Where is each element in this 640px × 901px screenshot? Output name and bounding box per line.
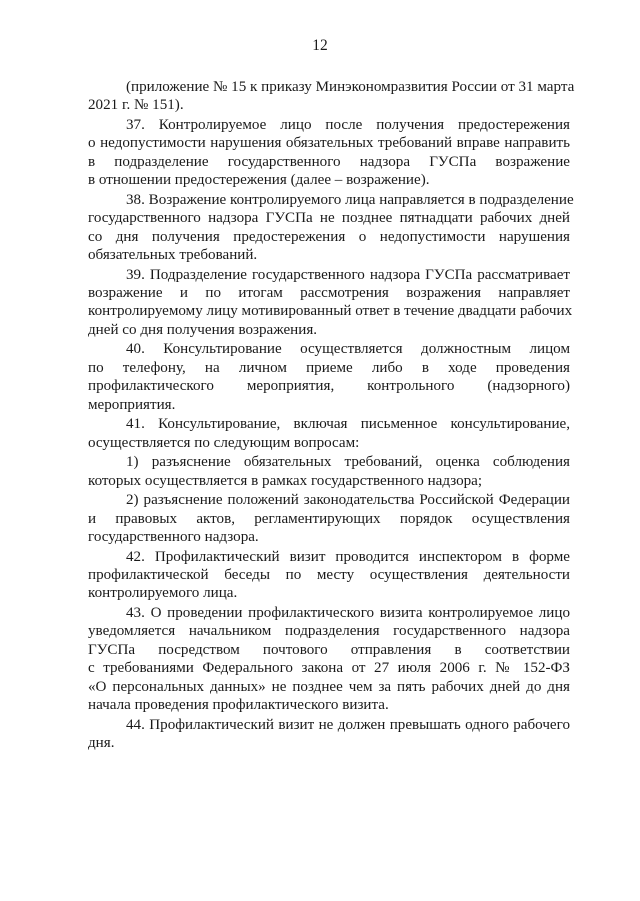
paragraph: [88, 548, 570, 603]
paragraph: [88, 191, 574, 265]
text-line: о недопустимости нарушения обязательных требований вправе направить: [88, 135, 570, 152]
text-line: в подразделение государственного надзора ГУСПа возражение: [88, 153, 570, 170]
text-line: 40. Консультирование осуществляется должностным лицом: [126, 341, 570, 358]
text-line: 44. Профилактический визит не должен превышать одного рабочего: [126, 716, 570, 733]
text-line: и правовых актов, регламентирующих порядок осуществления: [88, 510, 570, 527]
text-line: с требованиями Федерального закона от 27 июля 2006 г. № 152-ФЗ: [88, 660, 570, 677]
text-line: 42. Профилактический визит проводится инспектором в форме: [126, 548, 570, 565]
text-line: 43. О проведении профилактического визита контролируемое лицо: [126, 605, 570, 622]
text-line: профилактического мероприятия, контрольного (надзорного): [88, 378, 570, 395]
text-line: начала проведения профилактического визита.: [88, 697, 389, 714]
text-line: 2021 г. № 151).: [88, 97, 184, 114]
text-line: 41. Консультирование, включая письменное консультирование,: [126, 416, 570, 433]
text-line: ГУСПа посредством почтового отправления в соответствии: [88, 641, 570, 658]
text-line: обязательных требований.: [88, 247, 258, 264]
paragraph: [88, 716, 570, 753]
text-line: дней со дня получения возражения.: [88, 321, 318, 338]
text-line: мероприятия.: [88, 396, 176, 413]
text-line: контролируемого лица.: [88, 585, 238, 602]
text-line: государственного надзора.: [88, 529, 259, 546]
paragraph: [88, 415, 570, 452]
text-line: уведомляется начальником подразделения государственного надзора: [88, 623, 570, 640]
text-line: 37. Контролируемое лицо после получения предостережения: [126, 117, 570, 133]
text-line: «О персональных данных» не позднее чем за пять рабочих дней до дня: [88, 678, 570, 695]
text-line: 2) разъяснение положений законодательства Российской Федерации: [126, 492, 570, 509]
text-line: профилактической беседы по месту осуществления деятельности: [88, 567, 570, 584]
text-line: со дня получения предостережения о недопустимости нарушения: [88, 228, 570, 245]
text-line: 1) разъяснение обязательных требований, оценка соблюдения: [126, 454, 570, 471]
text-line: дня.: [88, 735, 115, 752]
text-line: государственного надзора ГУСПа не позднее пятнадцати рабочих дней: [88, 210, 570, 227]
paragraph: [88, 340, 570, 414]
paragraph: [88, 78, 575, 115]
page-number: 12: [312, 37, 328, 54]
text-line: 39. Подразделение государственного надзора ГУСПа рассматривает: [126, 266, 570, 283]
text-line: (приложение № 15 к приказу Минэкономразвития России от 31 марта: [126, 79, 575, 95]
paragraph: [88, 453, 570, 490]
text-line: контролируемому лицу мотивированный ответ в течение двадцати рабочих: [88, 303, 573, 320]
text-line: осуществляется по следующим вопросам:: [88, 434, 360, 451]
paragraph: [88, 604, 570, 714]
text-line: возражение и по итогам рассмотрения возражения направляет: [88, 285, 570, 302]
document-body: [88, 78, 575, 754]
text-line: которых осуществляется в рамках государственного надзора;: [88, 472, 483, 489]
paragraph: [88, 266, 573, 340]
text-line: 38. Возражение контролируемого лица направляется в подразделение: [126, 191, 574, 208]
text-line: по телефону, на личном приеме либо в ходе проведения: [88, 359, 570, 376]
text-line: в отношении предостережения (далее – возражение).: [88, 172, 430, 189]
paragraph: [88, 116, 570, 190]
paragraph: [88, 491, 570, 546]
